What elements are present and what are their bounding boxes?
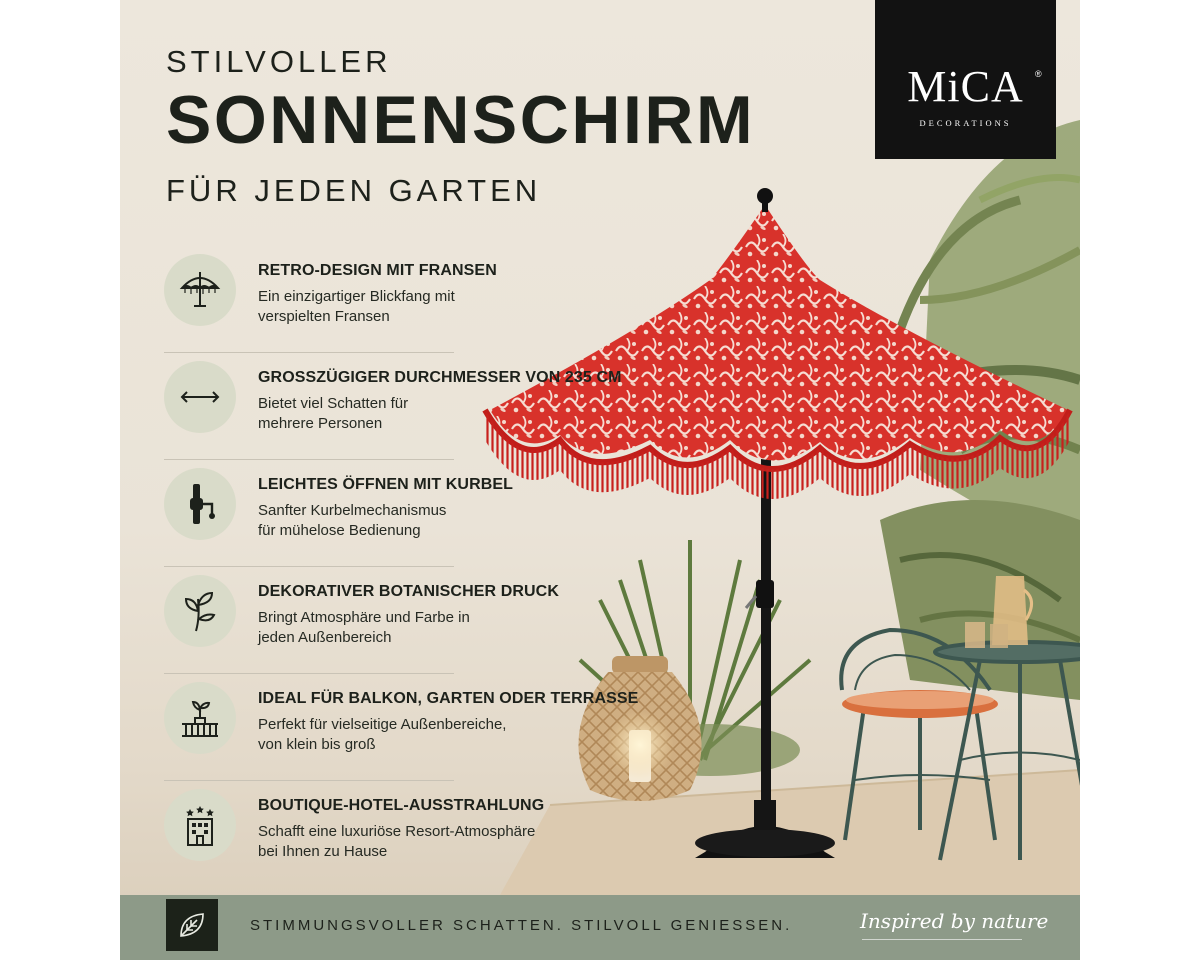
- umbrella-icon: [164, 254, 236, 326]
- headline-line-1: STILVOLLER: [166, 44, 392, 79]
- feature-description-line-1: Ein einzigartiger Blickfang mit: [258, 288, 455, 305]
- feature-title: LEICHTES ÖFFNEN MIT KURBEL: [258, 476, 514, 493]
- feature-item-boutique-hotel: [164, 781, 604, 888]
- feature-title: RETRO-DESIGN MIT FRANSEN: [258, 262, 497, 279]
- feature-description-line-1: Schafft eine luxuriöse Resort-Atmosphäre: [258, 823, 536, 840]
- feature-title: DEKORATIVER BOTANISCHER DRUCK: [258, 583, 559, 600]
- feature-description-line-2: jeden Außenbereich: [258, 629, 392, 646]
- leaf-branch-icon: [164, 575, 236, 647]
- feature-item-crank: [164, 460, 604, 567]
- feature-description-line-2: von klein bis groß: [258, 736, 376, 753]
- feature-item-diameter: [164, 353, 622, 460]
- feature-description-line-2: mehrere Personen: [258, 415, 383, 432]
- feature-item-retro-design: [164, 246, 604, 353]
- brand-logo[interactable]: [875, 0, 1056, 159]
- logo-registered-mark: ®: [1035, 69, 1042, 79]
- feature-description-line-2: bei Ihnen zu Hause: [258, 843, 388, 860]
- feature-description-line-1: Sanfter Kurbelmechanismus: [258, 502, 447, 519]
- slogan-underline: [862, 939, 1022, 940]
- footer-bar: [120, 895, 1080, 960]
- headline-main: SONNENSCHIRM: [166, 82, 756, 158]
- feature-description-line-1: Perfekt für vielseitige Außenbereiche,: [258, 716, 507, 733]
- crank-icon: [164, 468, 236, 540]
- hotel-icon: [164, 789, 236, 861]
- balcony-plant-icon: [164, 682, 236, 754]
- leaf-icon: [166, 899, 218, 951]
- feature-description-line-1: Bringt Atmosphäre und Farbe in: [258, 609, 470, 626]
- headline-line-3: FÜR JEDEN GARTEN: [166, 173, 542, 208]
- feature-description-line-1: Bietet viel Schatten für: [258, 395, 409, 412]
- feature-item-botanical-print: [164, 567, 604, 674]
- product-card: [120, 0, 1080, 960]
- feature-title: GROSSZÜGIGER DURCHMESSER VON 235 CM: [258, 369, 622, 386]
- feature-title: BOUTIQUE-HOTEL-AUSSTRAHLUNG: [258, 797, 545, 814]
- feature-item-balcony: [164, 674, 639, 781]
- feature-list: [164, 246, 639, 888]
- diameter-arrow-icon: [164, 361, 236, 433]
- logo-name: MiCA: [907, 62, 1024, 111]
- feature-description-line-2: für mühelose Bedienung: [258, 522, 421, 539]
- footer-slogan: Inspired by nature: [860, 909, 1049, 933]
- footer-tagline: STIMMUNGSVOLLER SCHATTEN. STILVOLL GENIESSEN.: [250, 917, 793, 934]
- feature-description-line-2: verspielten Fransen: [258, 308, 390, 325]
- feature-title: IDEAL FÜR BALKON, GARTEN ODER TERRASSE: [258, 690, 639, 707]
- logo-subtitle: DECORATIONS: [919, 118, 1012, 128]
